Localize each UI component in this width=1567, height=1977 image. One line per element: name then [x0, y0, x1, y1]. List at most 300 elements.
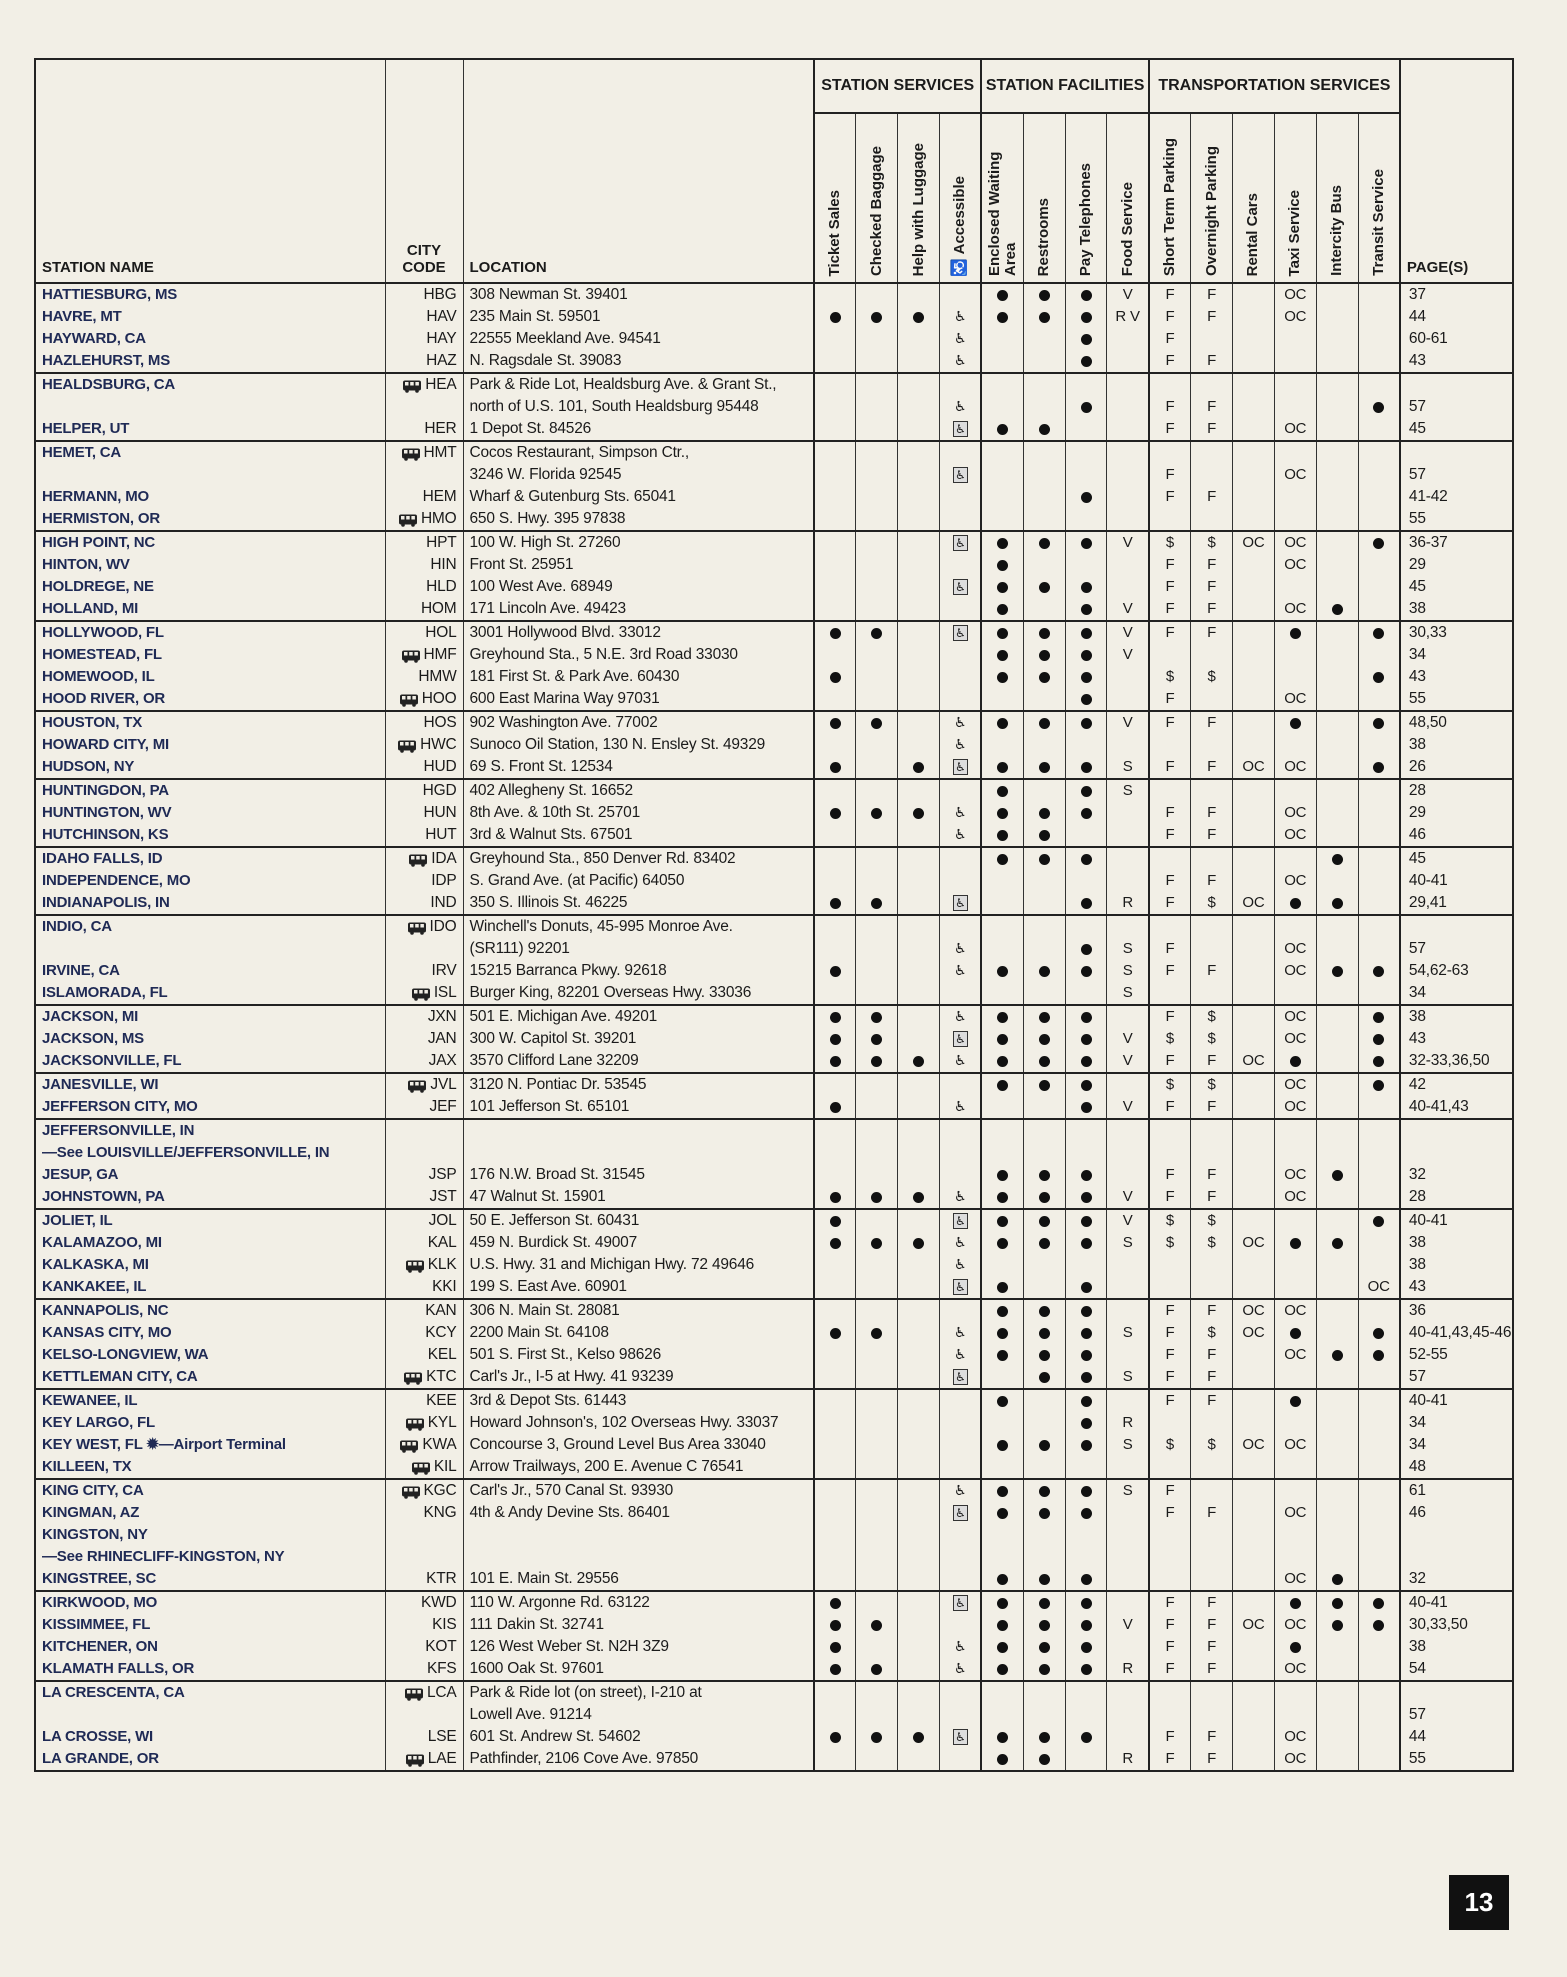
pages: 32 — [1400, 1568, 1513, 1591]
bus-icon — [405, 1752, 425, 1765]
column-header — [1023, 113, 1065, 283]
service-cell — [1065, 1389, 1107, 1412]
service-cell — [981, 1276, 1023, 1299]
column-header — [1316, 113, 1358, 283]
service-cell — [1023, 418, 1065, 441]
service-cell — [814, 1142, 856, 1164]
pages: 30,33 — [1400, 621, 1513, 644]
service-cell — [898, 1748, 940, 1771]
bullet-dot — [1039, 1754, 1050, 1765]
table-row — [35, 621, 1513, 644]
bullet-dot — [1039, 1012, 1050, 1023]
bullet-dot — [1039, 762, 1050, 773]
bullet-dot — [1081, 628, 1092, 639]
bullet-dot — [830, 1732, 841, 1743]
service-cell — [981, 711, 1023, 734]
service-cell: OC — [1233, 1434, 1275, 1456]
service-cell — [1107, 464, 1149, 486]
location: 176 N.W. Broad St. 31545 — [463, 1164, 814, 1186]
bullet-dot — [997, 1012, 1008, 1023]
service-cell — [1023, 1299, 1065, 1322]
service-cell — [814, 1254, 856, 1276]
city-code — [385, 283, 463, 306]
service-cell — [1316, 621, 1358, 644]
service-cell — [1191, 1412, 1233, 1434]
bullet-dot — [997, 1620, 1008, 1631]
table-row — [35, 756, 1513, 779]
service-cell — [814, 1164, 856, 1186]
service-cell: R — [1107, 1748, 1149, 1771]
service-cell — [1107, 1254, 1149, 1276]
service-cell: F — [1149, 1636, 1191, 1658]
service-cell — [940, 734, 982, 756]
service-cell — [1023, 1658, 1065, 1681]
bullet-dot — [1081, 1012, 1092, 1023]
city-code-text: HUD — [423, 758, 457, 775]
service-cell — [1358, 1142, 1400, 1164]
column-header — [1149, 113, 1191, 283]
service-cell: $ — [1149, 1232, 1191, 1254]
service-cell — [1316, 1412, 1358, 1434]
station-name: —See LOUISVILLE/JEFFERSONVILLE, IN — [35, 1142, 385, 1164]
service-cell — [1316, 441, 1358, 464]
service-cell — [1065, 306, 1107, 328]
bullet-dot — [997, 672, 1008, 683]
service-cell: F — [1149, 283, 1191, 306]
service-cell — [856, 1412, 898, 1434]
station-name: HUTCHINSON, KS — [35, 824, 385, 847]
service-cell: S — [1107, 982, 1149, 1005]
pages: 57 — [1400, 1366, 1513, 1389]
service-cell: V — [1107, 711, 1149, 734]
pages — [1400, 915, 1513, 938]
service-cell — [898, 1164, 940, 1186]
service-cell — [1233, 1073, 1275, 1096]
service-cell: $ — [1191, 666, 1233, 688]
service-cell — [1065, 1636, 1107, 1658]
service-cell — [1023, 1636, 1065, 1658]
station-name: KEY WEST, FL ✹—Airport Terminal — [35, 1434, 385, 1456]
service-cell — [1358, 531, 1400, 554]
service-cell: S — [1107, 1366, 1149, 1389]
service-cell — [898, 598, 940, 621]
service-cell — [856, 1614, 898, 1636]
wheelchair-boxed-icon: ♿ — [954, 1730, 966, 1744]
bus-icon — [404, 1686, 424, 1699]
bullet-dot — [1373, 1328, 1384, 1339]
service-cell — [1149, 1142, 1191, 1164]
service-cell — [940, 779, 982, 802]
service-cell: F — [1191, 870, 1233, 892]
service-cell — [814, 892, 856, 915]
service-cell — [1191, 1479, 1233, 1502]
service-cell — [1191, 328, 1233, 350]
bullet-dot — [1039, 808, 1050, 819]
service-cell — [940, 847, 982, 870]
service-cell — [856, 1142, 898, 1164]
pages — [1400, 441, 1513, 464]
city-code-text: LCA — [426, 1684, 457, 1701]
service-cell — [1107, 1005, 1149, 1028]
service-cell — [1358, 892, 1400, 915]
service-cell — [1316, 1254, 1358, 1276]
service-cell — [898, 1073, 940, 1096]
service-cell — [1023, 666, 1065, 688]
service-cell: F — [1149, 1096, 1191, 1119]
service-cell: F — [1191, 1186, 1233, 1209]
service-cell — [1149, 1412, 1191, 1434]
service-cell: OC — [1233, 1299, 1275, 1322]
service-cell — [940, 1502, 982, 1524]
service-cell — [898, 1591, 940, 1614]
station-name: KEY LARGO, FL — [35, 1412, 385, 1434]
service-cell — [1107, 1704, 1149, 1726]
bullet-dot — [1373, 538, 1384, 549]
service-cell — [1316, 824, 1358, 847]
service-cell — [814, 1232, 856, 1254]
service-cell — [981, 756, 1023, 779]
service-cell: $ — [1191, 531, 1233, 554]
pages: 36-37 — [1400, 531, 1513, 554]
city-code — [385, 1050, 463, 1073]
bullet-dot — [871, 1238, 882, 1249]
service-cell — [981, 508, 1023, 531]
station-name: HATTIESBURG, MS — [35, 283, 385, 306]
bullet-dot — [997, 1396, 1008, 1407]
pages: 43 — [1400, 666, 1513, 688]
service-cell — [940, 892, 982, 915]
service-cell — [940, 531, 982, 554]
service-cell: F — [1191, 1389, 1233, 1412]
wheelchair-icon: ♿ — [954, 737, 967, 753]
transportation-services-group-header: TRANSPORTATION SERVICES — [1149, 59, 1400, 113]
service-cell — [1274, 1119, 1316, 1142]
service-cell — [1065, 1412, 1107, 1434]
service-cell — [940, 598, 982, 621]
bullet-dot — [1039, 1080, 1050, 1091]
service-cell — [1358, 644, 1400, 666]
service-cell — [856, 1479, 898, 1502]
location: 600 East Marina Way 97031 — [463, 688, 814, 711]
service-cell — [1358, 1186, 1400, 1209]
service-cell — [856, 1164, 898, 1186]
bullet-dot — [1039, 1486, 1050, 1497]
service-cell — [1316, 870, 1358, 892]
service-cell — [814, 870, 856, 892]
service-cell: OC — [1274, 306, 1316, 328]
service-cell — [856, 576, 898, 598]
service-cell — [856, 328, 898, 350]
service-cell — [1233, 1028, 1275, 1050]
city-code — [385, 350, 463, 373]
pages: 40-41 — [1400, 1209, 1513, 1232]
column-header-label: Pay Telephones — [1077, 162, 1095, 276]
service-cell: F — [1191, 1636, 1233, 1658]
service-cell — [1023, 1726, 1065, 1748]
service-cell — [856, 1096, 898, 1119]
service-cell — [1191, 938, 1233, 960]
service-cell — [1107, 870, 1149, 892]
service-cell: F — [1191, 1096, 1233, 1119]
service-cell — [1149, 1119, 1191, 1142]
service-cell — [1023, 982, 1065, 1005]
service-cell — [814, 1119, 856, 1142]
service-cell: F — [1191, 576, 1233, 598]
bullet-dot — [1081, 1486, 1092, 1497]
city-code — [385, 373, 463, 396]
bullet-dot — [871, 312, 882, 323]
city-code — [385, 1434, 463, 1456]
service-cell — [1316, 396, 1358, 418]
station-name: HOLLYWOOD, FL — [35, 621, 385, 644]
service-cell — [1065, 711, 1107, 734]
bullet-dot — [997, 762, 1008, 773]
location: Park & Ride Lot, Healdsburg Ave. & Grant St., — [463, 373, 814, 396]
service-cell: OC — [1233, 531, 1275, 554]
service-cell — [940, 1232, 982, 1254]
service-cell — [1023, 508, 1065, 531]
service-cell — [1233, 1164, 1275, 1186]
service-cell — [1274, 1050, 1316, 1073]
service-cell: F — [1149, 1389, 1191, 1412]
service-cell — [1107, 373, 1149, 396]
service-cell — [1358, 1005, 1400, 1028]
service-cell: $ — [1149, 1028, 1191, 1050]
service-cell: F — [1191, 1366, 1233, 1389]
service-cell — [814, 1681, 856, 1704]
bullet-dot — [1332, 1350, 1343, 1361]
station-name — [35, 396, 385, 418]
service-cell: S — [1107, 1232, 1149, 1254]
service-cell — [981, 779, 1023, 802]
city-code-text: KAN — [425, 1302, 457, 1319]
service-cell — [1358, 1389, 1400, 1412]
service-cell — [814, 1389, 856, 1412]
service-cell — [898, 1614, 940, 1636]
pages: 52-55 — [1400, 1344, 1513, 1366]
service-cell — [940, 1209, 982, 1232]
service-cell: OC — [1274, 1028, 1316, 1050]
service-cell — [898, 508, 940, 531]
service-cell — [1023, 824, 1065, 847]
service-cell: OC — [1274, 1748, 1316, 1771]
pages: 32 — [1400, 1164, 1513, 1186]
service-cell — [1274, 1681, 1316, 1704]
service-cell — [1023, 938, 1065, 960]
bullet-dot — [1039, 650, 1050, 661]
service-cell — [1023, 1276, 1065, 1299]
wheelchair-boxed-icon: ♿ — [954, 1032, 966, 1046]
service-cell — [814, 688, 856, 711]
service-cell — [898, 1209, 940, 1232]
service-cell — [1358, 328, 1400, 350]
service-cell — [856, 1704, 898, 1726]
service-cell — [1065, 1658, 1107, 1681]
city-code-text: HLD — [426, 578, 457, 595]
wheelchair-boxed-icon: ♿ — [954, 580, 966, 594]
service-cell — [898, 1568, 940, 1591]
table-row — [35, 508, 1513, 531]
service-cell — [1274, 1142, 1316, 1164]
service-cell — [981, 666, 1023, 688]
service-cell — [1358, 350, 1400, 373]
bullet-dot — [913, 762, 924, 773]
wheelchair-boxed-icon: ♿ — [954, 468, 966, 482]
service-cell — [1358, 418, 1400, 441]
service-cell: $ — [1191, 1322, 1233, 1344]
city-code-text: KWD — [420, 1594, 457, 1611]
service-cell: V — [1107, 1028, 1149, 1050]
city-code — [385, 734, 463, 756]
service-cell — [1023, 531, 1065, 554]
bullet-dot — [997, 582, 1008, 593]
bullet-dot — [1373, 1216, 1384, 1227]
bullet-dot — [1039, 1238, 1050, 1249]
city-code-text: IND — [430, 894, 457, 911]
pages: 48 — [1400, 1456, 1513, 1479]
pages: 26 — [1400, 756, 1513, 779]
service-cell — [1274, 1591, 1316, 1614]
pages: 38 — [1400, 1254, 1513, 1276]
bullet-dot — [1373, 966, 1384, 977]
service-cell — [981, 938, 1023, 960]
city-code — [385, 802, 463, 824]
service-cell: OC — [1274, 1658, 1316, 1681]
service-cell — [940, 756, 982, 779]
station-name: —See RHINECLIFF-KINGSTON, NY — [35, 1546, 385, 1568]
service-cell — [898, 1232, 940, 1254]
service-cell — [1065, 847, 1107, 870]
location: 350 S. Illinois St. 46225 — [463, 892, 814, 915]
service-cell — [856, 554, 898, 576]
service-cell — [1023, 1119, 1065, 1142]
location: 101 E. Main St. 29556 — [463, 1568, 814, 1591]
service-cell — [814, 576, 856, 598]
bullet-dot — [997, 718, 1008, 729]
bullet-dot — [1081, 312, 1092, 323]
table-row — [35, 350, 1513, 373]
table-row — [35, 1344, 1513, 1366]
service-cell — [981, 1591, 1023, 1614]
table-row — [35, 1524, 1513, 1546]
service-cell: V — [1107, 1096, 1149, 1119]
service-cell — [981, 870, 1023, 892]
city-code-text: HEA — [425, 376, 457, 393]
pages: 40-41 — [1400, 870, 1513, 892]
service-cell: F — [1191, 711, 1233, 734]
location: Greyhound Sta., 850 Denver Rd. 83402 — [463, 847, 814, 870]
station-name: HEMET, CA — [35, 441, 385, 464]
table-row — [35, 441, 1513, 464]
service-cell — [1065, 1524, 1107, 1546]
city-code-text: JAX — [428, 1052, 457, 1069]
service-cell: F — [1191, 1344, 1233, 1366]
service-cell: OC — [1274, 1502, 1316, 1524]
service-cell — [940, 1299, 982, 1322]
column-header-label: Food Service — [1118, 181, 1136, 276]
service-cell — [981, 734, 1023, 756]
service-cell — [898, 915, 940, 938]
pages: 55 — [1400, 1748, 1513, 1771]
city-code — [385, 1209, 463, 1232]
service-cell — [814, 915, 856, 938]
service-cell — [1065, 1614, 1107, 1636]
service-cell — [981, 350, 1023, 373]
service-cell — [981, 1546, 1023, 1568]
pages: 34 — [1400, 644, 1513, 666]
service-cell — [981, 1748, 1023, 1771]
city-code — [385, 847, 463, 870]
service-cell — [1233, 283, 1275, 306]
bullet-dot — [997, 1574, 1008, 1585]
pages: 38 — [1400, 734, 1513, 756]
service-cell — [1065, 1073, 1107, 1096]
table-row — [35, 1726, 1513, 1748]
station-name: JACKSON, MI — [35, 1005, 385, 1028]
table-row — [35, 1658, 1513, 1681]
service-cell — [1233, 418, 1275, 441]
service-cell: OC — [1274, 1005, 1316, 1028]
service-cell — [898, 1344, 940, 1366]
service-cell — [856, 892, 898, 915]
service-cell — [1274, 1232, 1316, 1254]
service-cell: F — [1149, 554, 1191, 576]
bullet-dot — [1039, 538, 1050, 549]
city-code — [385, 960, 463, 982]
bullet-dot — [830, 1238, 841, 1249]
table-row — [35, 870, 1513, 892]
service-cell — [1316, 1096, 1358, 1119]
service-cell — [1316, 1591, 1358, 1614]
service-cell — [940, 486, 982, 508]
service-cell — [1191, 644, 1233, 666]
bullet-dot — [997, 1192, 1008, 1203]
bullet-dot — [1290, 898, 1301, 909]
service-cell — [898, 644, 940, 666]
location: 8th Ave. & 10th St. 25701 — [463, 802, 814, 824]
bullet-dot — [1081, 1056, 1092, 1067]
service-cell — [898, 1524, 940, 1546]
city-code-text: JSP — [428, 1166, 457, 1183]
service-cell — [1358, 1096, 1400, 1119]
service-cell: F — [1149, 1726, 1191, 1748]
service-cell — [1233, 1209, 1275, 1232]
service-cell — [1274, 441, 1316, 464]
service-cell — [940, 554, 982, 576]
station-name: KIRKWOOD, MO — [35, 1591, 385, 1614]
service-cell: F — [1149, 464, 1191, 486]
service-cell — [1107, 1456, 1149, 1479]
service-cell — [814, 666, 856, 688]
service-cell — [1233, 1389, 1275, 1412]
service-cell — [814, 1568, 856, 1591]
service-cell — [898, 1276, 940, 1299]
service-cell — [940, 306, 982, 328]
column-header — [1191, 113, 1233, 283]
service-cell — [940, 1366, 982, 1389]
service-cell — [1023, 1028, 1065, 1050]
wheelchair-icon: ♿ — [954, 1661, 967, 1677]
bullet-dot — [997, 786, 1008, 797]
bus-icon — [407, 1078, 427, 1091]
service-cell — [856, 1299, 898, 1322]
column-header-label: Rental Cars — [1244, 192, 1262, 276]
service-cell — [1233, 554, 1275, 576]
city-code-text: HMT — [423, 444, 457, 461]
location: 2200 Main St. 64108 — [463, 1322, 814, 1344]
service-cell — [1191, 847, 1233, 870]
city-code-text: HIN — [430, 556, 457, 573]
